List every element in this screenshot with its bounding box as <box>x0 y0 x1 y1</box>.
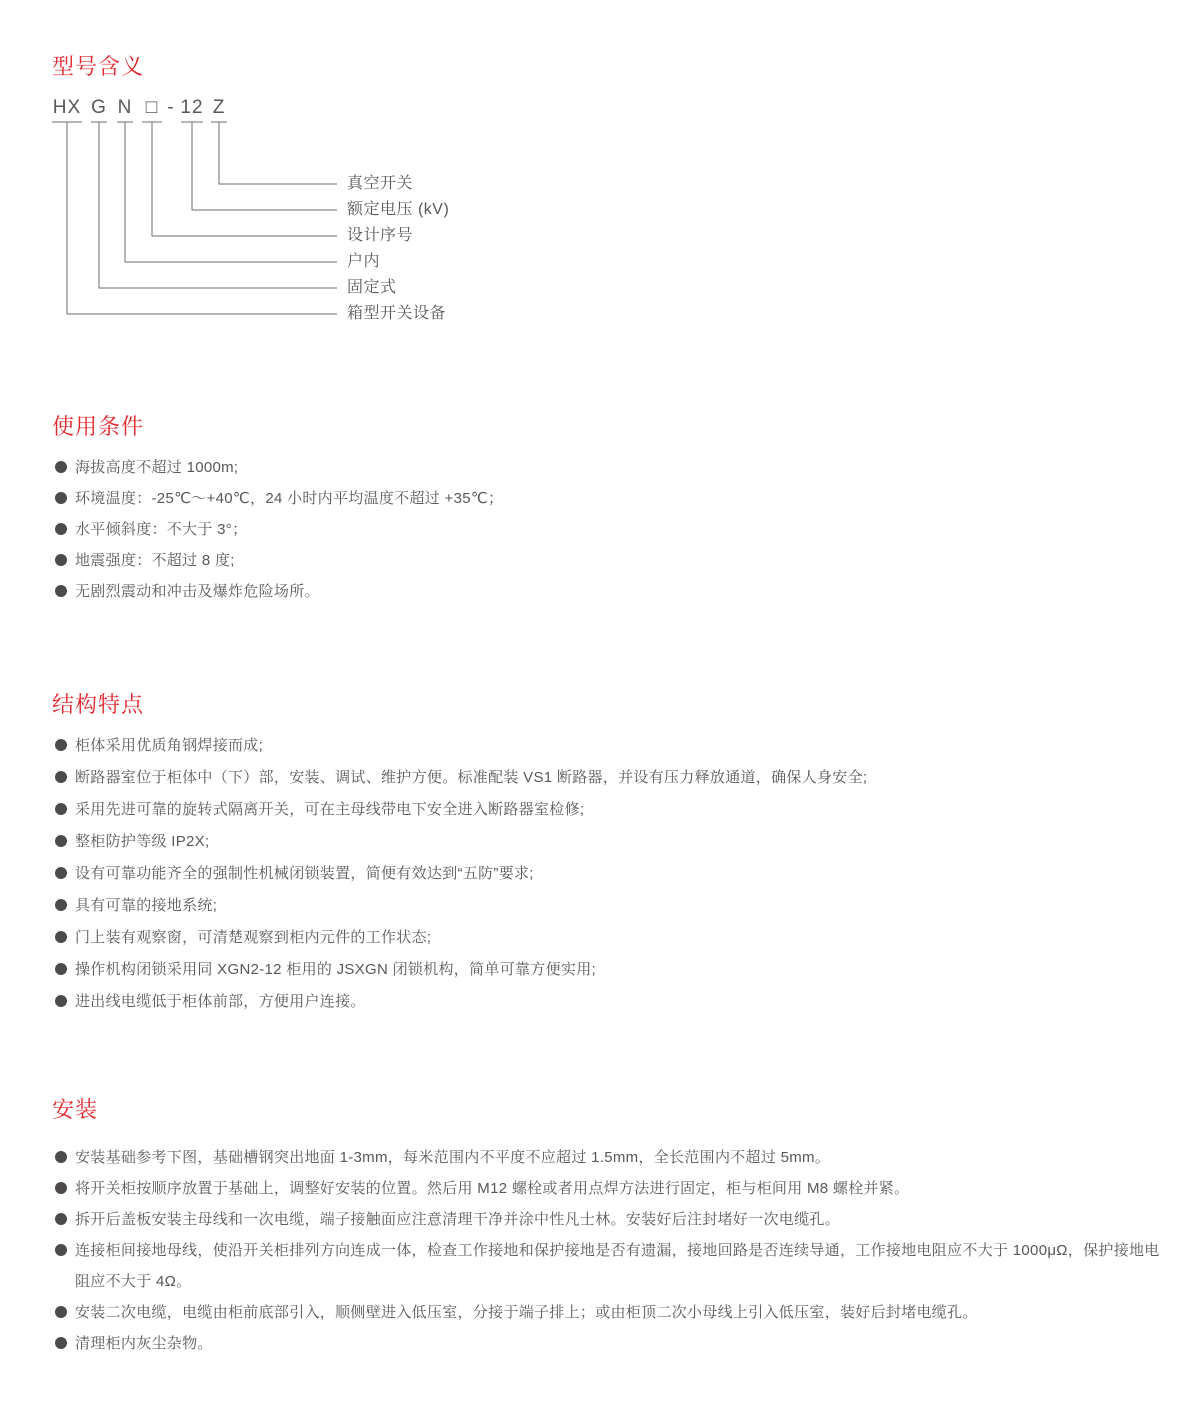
list-item-text: 海拔高度不超过 1000m; <box>75 459 239 476</box>
list-item-text: 具有可靠的接地系统; <box>75 897 218 914</box>
bullet-icon <box>55 492 67 504</box>
list-item-text: 安装基础参考下图，基础槽钢突出地面 1-3mm，每米范围内不平度不应超过 1.5mm，全长范围内不超过 5mm。 <box>75 1149 831 1166</box>
list-item <box>55 1328 1165 1359</box>
model-code-diagram <box>0 0 1200 345</box>
bullet-icon <box>55 771 67 783</box>
bullet-icon <box>55 803 67 815</box>
model-diagram-lines <box>0 0 1200 345</box>
list-item <box>55 1142 1165 1173</box>
model-code-part: □ <box>145 97 159 118</box>
bullet-icon <box>55 931 67 943</box>
list-item-text: 连接柜间接地母线，使沿开关柜排列方向连成一体，检查工作接地和保护接地是否有遗漏，接地回路是否连续导通，工作接地电阻应不大于 1000μΩ，保护接地电阻应不大于 4Ω。 <box>75 1242 1160 1290</box>
list-item <box>55 922 1165 953</box>
list-item-text: 门上装有观察窗，可清楚观察到柜内元件的工作状态; <box>75 929 432 946</box>
list-item-text: 断路器室位于柜体中（下）部，安装、调试、维护方便。标准配装 VS1 断路器，并设有压力释放通道，确保人身安全; <box>75 769 868 786</box>
bullet-icon <box>55 461 67 473</box>
section-title-model-meaning: 型号含义 <box>52 54 145 79</box>
model-code-part-label: 额定电压 (kV) <box>347 201 450 218</box>
bullet-icon <box>55 995 67 1007</box>
list-item-text: 整柜防护等级 IP2X; <box>75 833 210 850</box>
bullet-icon <box>55 835 67 847</box>
model-code-part-label: 箱型开关设备 <box>347 305 447 322</box>
model-code-part-label: 设计序号 <box>347 227 414 244</box>
list-item-text: 拆开后盖板安装主母线和一次电缆，端子接触面应注意清理干净并涂中性凡士林。安装好后注封堵好一次电缆孔。 <box>75 1211 841 1228</box>
bullet-icon <box>55 1151 67 1163</box>
list-item <box>55 954 1165 985</box>
model-code-part-label: 真空开关 <box>347 175 414 192</box>
list-item-text: 清理柜内灰尘杂物。 <box>75 1335 213 1352</box>
bullet-icon <box>55 1306 67 1318</box>
bullet-icon <box>55 1337 67 1349</box>
list-item-text: 采用先进可靠的旋转式隔离开关，可在主母线带电下安全进入断路器室检修; <box>75 801 585 818</box>
list-item <box>55 762 1165 793</box>
list-item-text: 无剧烈震动和冲击及爆炸危险场所。 <box>75 583 320 600</box>
list-item <box>55 826 1165 857</box>
usage-conditions-list <box>55 452 1165 607</box>
model-code-part: Z <box>212 97 226 118</box>
bullet-icon <box>55 739 67 751</box>
bullet-icon <box>55 963 67 975</box>
bullet-icon <box>55 1182 67 1194</box>
list-item-text: 安装二次电缆，电缆由柜前底部引入，顺侧壁进入低压室，分接于端子排上；或由柜顶二次小母线上引入低压室，装好后封堵电缆孔。 <box>75 1304 978 1321</box>
section-title-installation: 安装 <box>52 1097 99 1122</box>
list-item <box>55 1235 1165 1297</box>
section-title-usage-conditions: 使用条件 <box>52 414 145 439</box>
list-item <box>55 545 1165 576</box>
list-item-text: 操作机构闭锁采用同 XGN2-12 柜用的 JSXGN 闭锁机构，简单可靠方便实用; <box>75 961 596 978</box>
list-item <box>55 483 1165 514</box>
model-code-part: HX <box>52 97 82 118</box>
model-code-part: 12 <box>180 97 204 118</box>
list-item <box>55 986 1165 1017</box>
list-item-text: 设有可靠功能齐全的强制性机械闭锁装置，简便有效达到“五防”要求; <box>75 865 534 882</box>
list-item <box>55 1297 1165 1328</box>
list-item-text: 进出线电缆低于柜体前部，方便用户连接。 <box>75 993 366 1010</box>
section-title-structural-features: 结构特点 <box>52 692 145 717</box>
list-item-text: 柜体采用优质角钢焊接而成; <box>75 737 264 754</box>
bullet-icon <box>55 867 67 879</box>
list-item <box>55 514 1165 545</box>
list-item <box>55 890 1165 921</box>
list-item-text: 水平倾斜度：不大于 3°； <box>75 521 248 538</box>
bullet-icon <box>55 523 67 535</box>
list-item-text: 环境温度：-25℃～+40℃，24 小时内平均温度不超过 +35℃； <box>75 490 504 507</box>
list-item <box>55 576 1165 607</box>
model-code-part: N <box>117 97 133 118</box>
model-code-part-label: 户内 <box>347 253 381 270</box>
diagram-connector-line <box>52 122 337 314</box>
list-item <box>55 730 1165 761</box>
bullet-icon <box>55 585 67 597</box>
list-item <box>55 794 1165 825</box>
list-item <box>55 1204 1165 1235</box>
bullet-icon <box>55 1213 67 1225</box>
structural-features-list <box>55 730 1165 1018</box>
installation-steps-list <box>55 1142 1165 1359</box>
bullet-icon <box>55 899 67 911</box>
bullet-icon <box>55 554 67 566</box>
list-item <box>55 858 1165 889</box>
bullet-icon <box>55 1244 67 1256</box>
list-item <box>55 452 1165 483</box>
model-code-part-label: 固定式 <box>347 279 397 296</box>
model-code-separator: - <box>167 97 175 118</box>
list-item-text: 地震强度：不超过 8 度; <box>75 552 235 569</box>
list-item <box>55 1173 1165 1204</box>
list-item-text: 将开关柜按顺序放置于基础上，调整好安装的位置。然后用 M12 螺栓或者用点焊方法进行固定，柜与柜间用 M8 螺栓并紧。 <box>75 1180 910 1197</box>
model-code-part: G <box>91 97 107 118</box>
